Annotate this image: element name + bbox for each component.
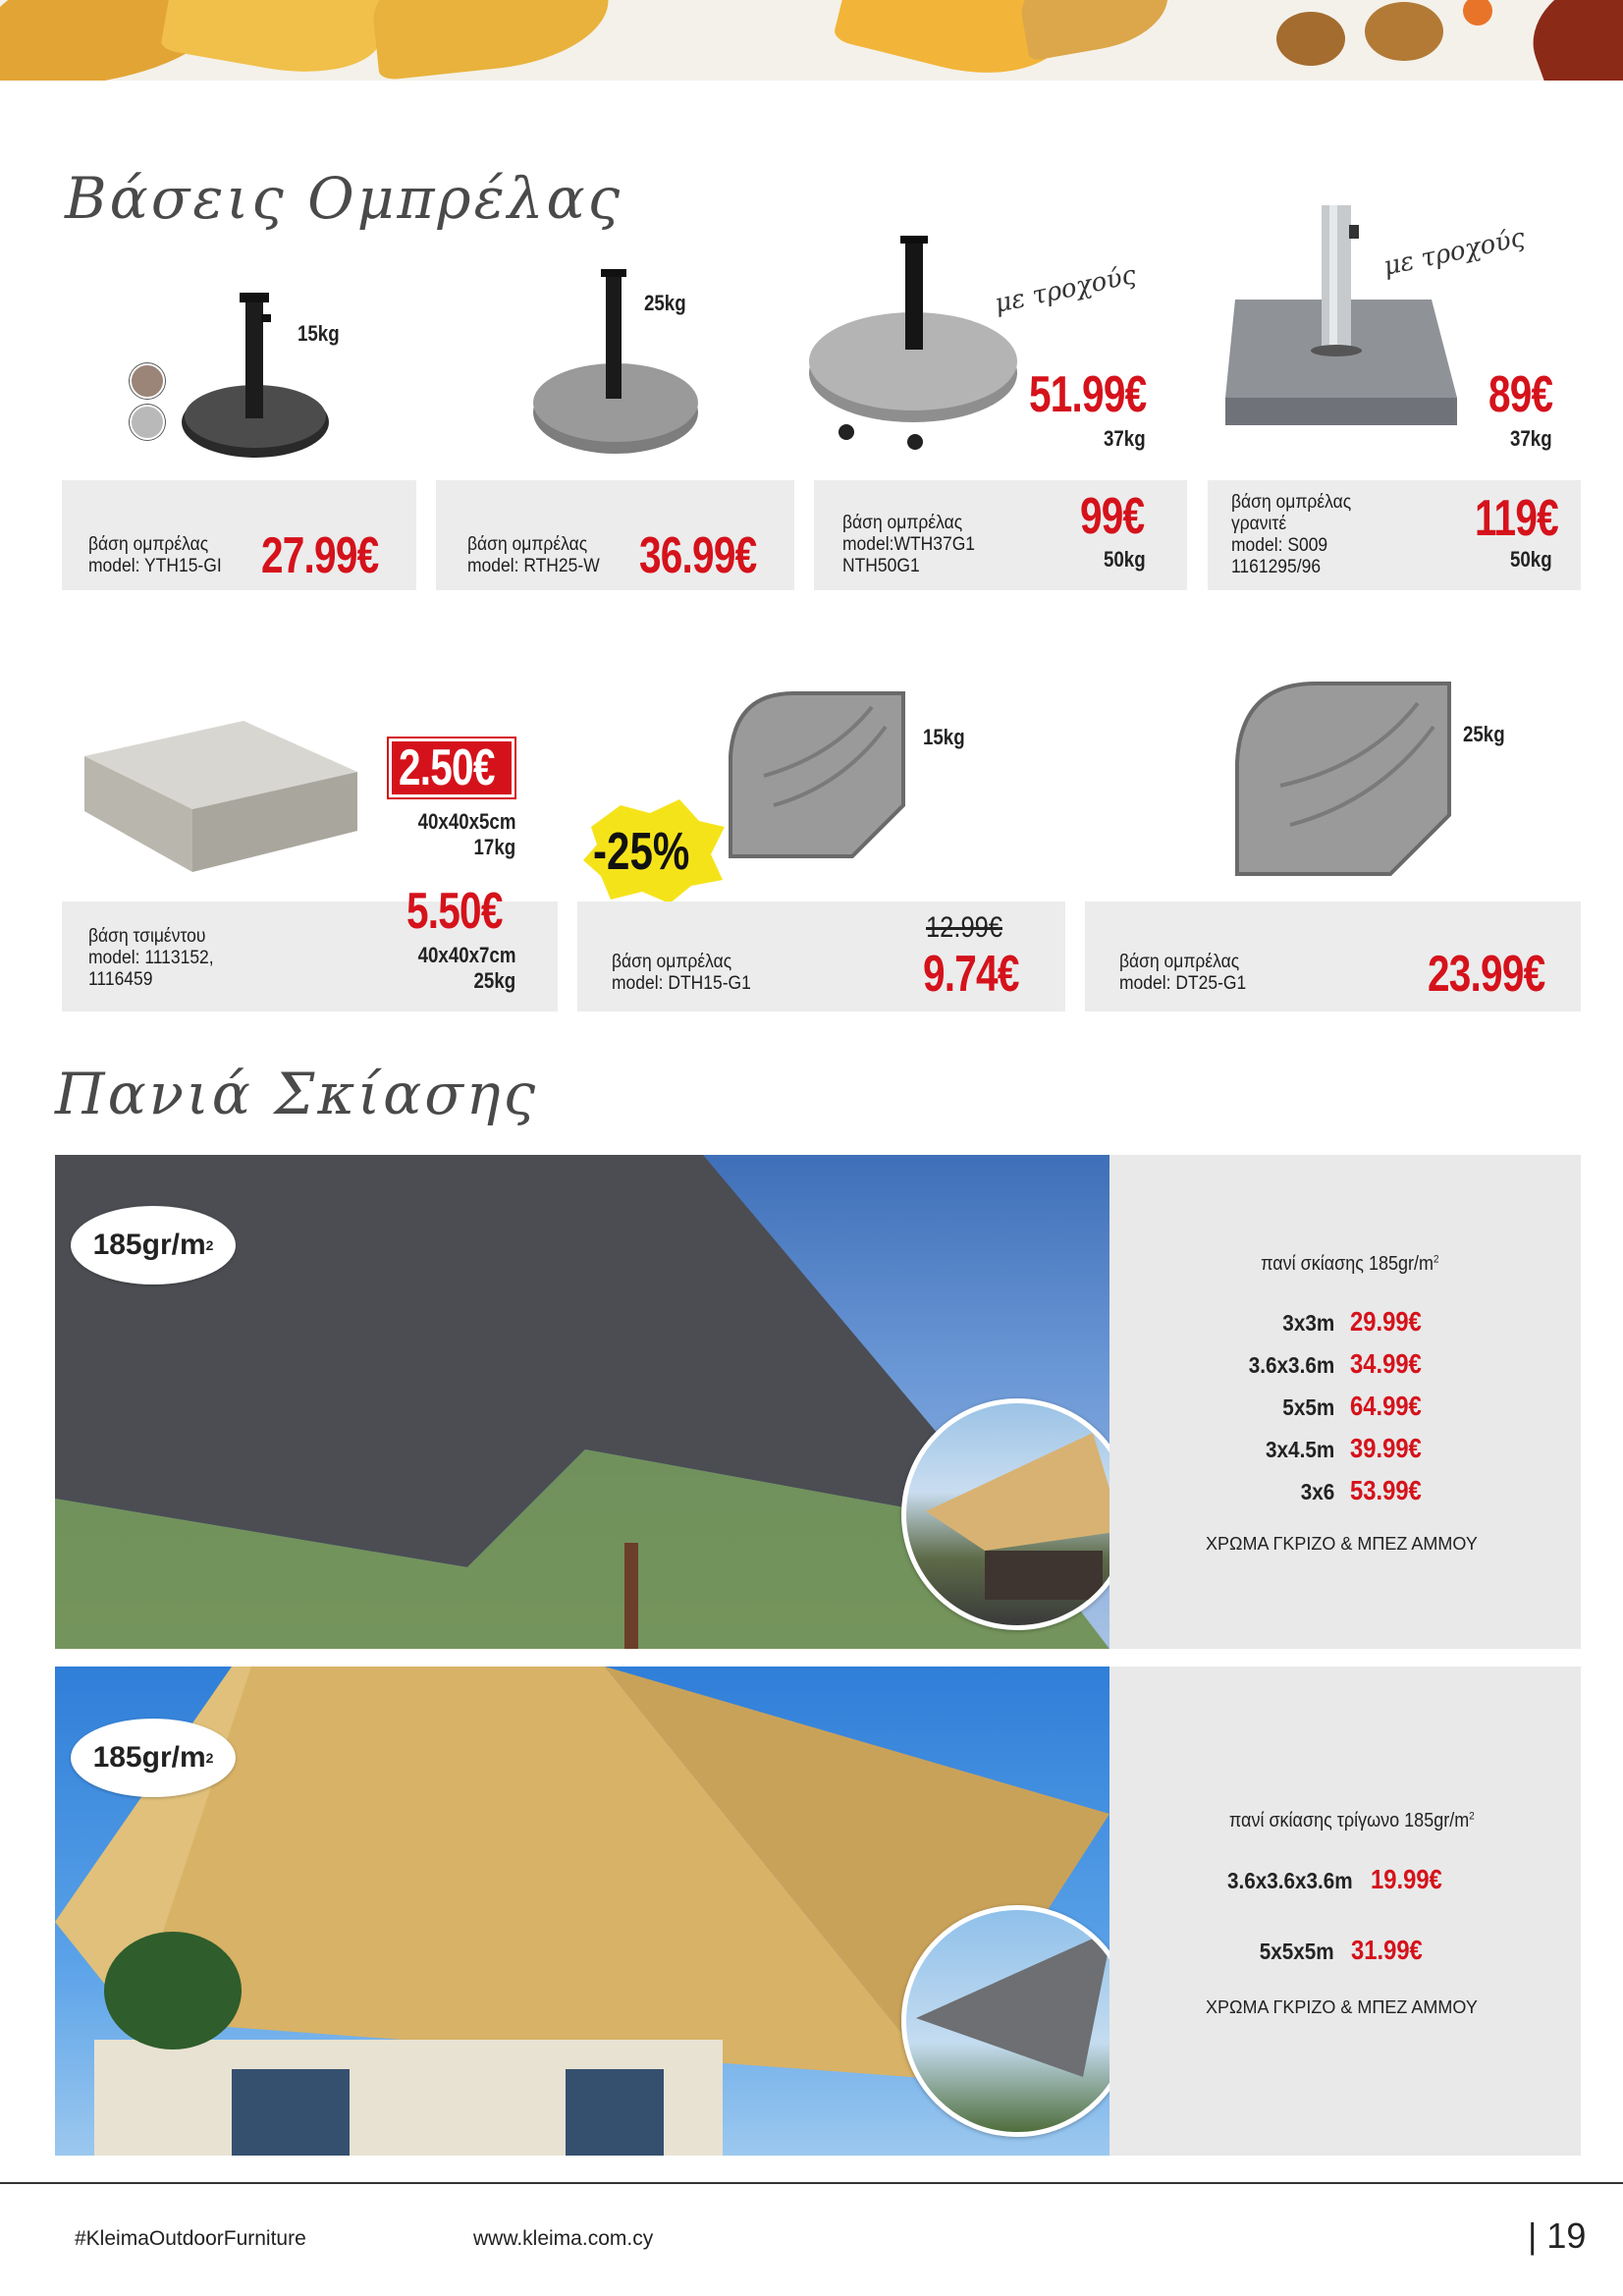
concrete-slab-image xyxy=(79,715,363,882)
price-5cm: 2.50€ xyxy=(399,739,495,796)
size-price-row: 3x3m 29.99€ xyxy=(1282,1306,1422,1337)
price: 23.99€ xyxy=(1428,946,1545,1003)
weight-label: 15kg xyxy=(298,321,340,346)
footer-website-link[interactable]: www.kleima.com.cy xyxy=(473,2227,654,2250)
size-price-row: 5x5m 64.99€ xyxy=(1282,1391,1422,1421)
weight-badge: 185gr/m 2 xyxy=(71,1206,236,1285)
color-note: ΧΡΩΜΑ ΓΚΡΙΖΟ & ΜΠΕΖ ΑΜΜΟΥ xyxy=(1206,1534,1478,1554)
price-37kg: 51.99€ xyxy=(1029,366,1147,423)
weight-label: 25kg xyxy=(1463,722,1505,746)
section-title-umbrella-bases: Βάσεις Ομπρέλας xyxy=(65,165,623,232)
product-description: βάση ομπρέλας model: DT25-G1 xyxy=(1119,952,1247,994)
price-50kg: 99€ xyxy=(1080,488,1145,545)
price-7cm: 5.50€ xyxy=(406,883,503,940)
size-price-row: 5x5x5m 31.99€ xyxy=(1259,1935,1423,1965)
product-description: βάση ομπρέλας model: DTH15-G1 xyxy=(612,952,751,994)
sail-info-panel xyxy=(1109,1667,1581,2156)
size-price-row: 3x6 53.99€ xyxy=(1300,1475,1422,1505)
product-description: βάση ομπρέλας model: YTH15-GI xyxy=(88,534,222,576)
dims-5cm: 40x40x5cm xyxy=(417,809,515,834)
umbrella-base-wheels-image xyxy=(807,236,1023,452)
weight-50kg: 50kg xyxy=(1104,547,1146,572)
weight-37kg: 37kg xyxy=(1104,426,1146,451)
wheels-label: με τροχούς xyxy=(1380,223,1528,282)
umbrella-base-image xyxy=(177,285,344,462)
quarter-base-image xyxy=(1231,678,1457,884)
size-price-row: 3.6x3.6m 34.99€ xyxy=(1248,1348,1422,1379)
section-title-shade-sails: Πανιά Σκίασης xyxy=(55,1061,539,1127)
weight-badge: 185gr/m 2 xyxy=(71,1719,236,1797)
size-price-row: 3.6x3.6x3.6m 19.99€ xyxy=(1226,1864,1442,1894)
footer-hashtag: #KleimaOutdoorFurniture xyxy=(75,2227,306,2250)
product-description: βάση ομπρέλας γρανιτέ model: S009 1161295/96 xyxy=(1231,492,1352,577)
color-note: ΧΡΩΜΑ ΓΚΡΙΖΟ & ΜΠΕΖ ΑΜΜΟΥ xyxy=(1206,1997,1478,2017)
price: 36.99€ xyxy=(639,527,757,584)
discount-badge: -25% xyxy=(593,822,690,881)
granite-umbrella-base-image xyxy=(1216,201,1471,437)
color-swatch-brown xyxy=(130,363,165,399)
price-50kg: 119€ xyxy=(1475,490,1558,547)
page-number: | 19 xyxy=(1528,2215,1587,2256)
price: 9.74€ xyxy=(923,946,1019,1003)
weight-label: 15kg xyxy=(923,725,965,749)
old-price: 12.99€ xyxy=(926,911,1003,944)
weight-37kg: 37kg xyxy=(1510,426,1552,451)
weight-25kg: 25kg xyxy=(473,968,515,993)
price-37kg: 89€ xyxy=(1488,366,1553,423)
product-description: βάση τσιμέντου model: 1113152, 1116459 xyxy=(88,926,214,990)
wheels-label: με τροχούς xyxy=(992,260,1139,319)
autumn-leaves-banner xyxy=(0,0,1623,81)
sail-title: πανί σκίασης τρίγωνο $185gr/m^2$ xyxy=(1228,1810,1475,1831)
price: 27.99€ xyxy=(261,527,379,584)
weight-50kg: 50kg xyxy=(1510,547,1552,572)
weight-17kg: 17kg xyxy=(473,835,515,859)
inset-photo-circle xyxy=(901,1905,1133,2137)
dims-7cm: 40x40x7cm xyxy=(417,943,515,967)
product-description: βάση ομπρέλας model: RTH25-W xyxy=(467,534,600,576)
sail-title: πανί σκίασης $185gr/m^2$ xyxy=(1261,1253,1439,1275)
inset-photo-circle xyxy=(901,1398,1133,1630)
size-price-row: 3x4.5m 39.99€ xyxy=(1266,1433,1422,1463)
product-description: βάση ομπρέλας model:WTH37G1 NTH50G1 xyxy=(842,513,976,576)
quarter-base-image xyxy=(725,687,911,864)
color-swatch-gray xyxy=(130,405,165,440)
weight-label: 25kg xyxy=(644,291,686,315)
footer-divider xyxy=(0,2182,1623,2184)
